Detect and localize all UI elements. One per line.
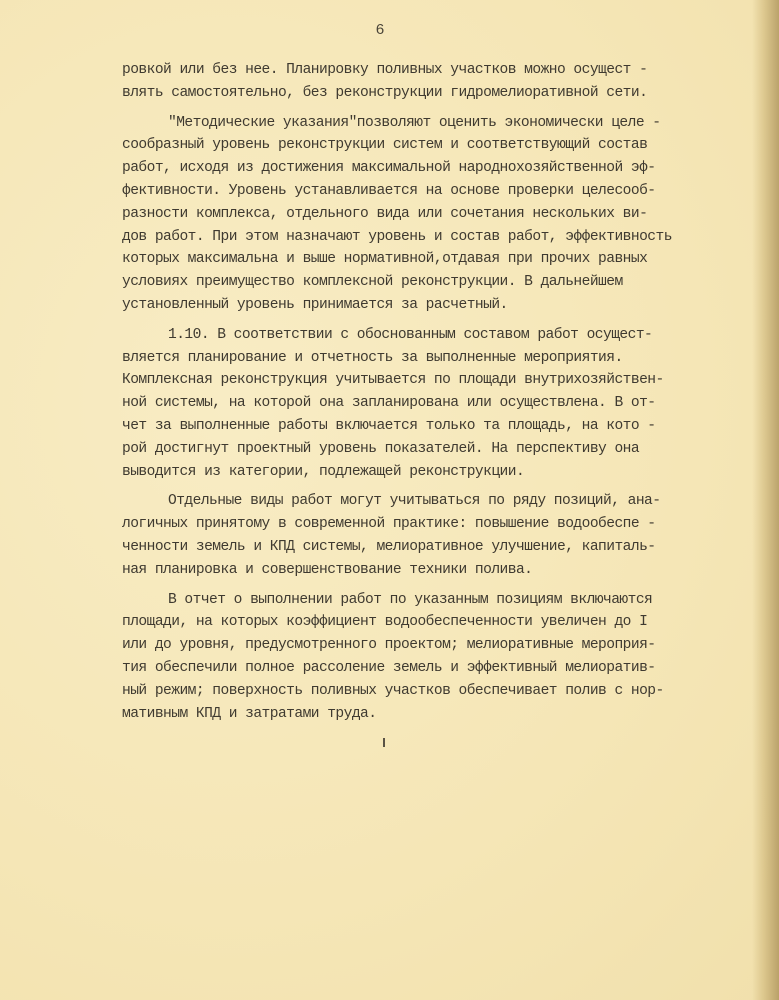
text-line: мативным КПД и затратами труда.: [122, 705, 377, 722]
text-line: ной системы, на которой она запланирована или осуществлена. В от-: [122, 395, 656, 412]
text-line: площади, на которых коэффициент водообеспеченности увеличен до I: [122, 614, 648, 631]
text-line: ченности земель и КПД системы, мелиоративное улучшение, капиталь-: [122, 538, 656, 555]
text-line: ная планировка и совершенствование техники полива.: [122, 561, 533, 578]
text-line: выводится из категории, подлежащей реконструкции.: [122, 463, 525, 480]
text-line: работ, исходя из достижения максимальной народнохозяйственной эф-: [122, 160, 656, 177]
text-line: или до уровня, предусмотренного проектом; мелиоративные мероприя-: [122, 637, 656, 654]
text-line: условиях преимущество комплексной реконструкции. В дальнейшем: [122, 274, 623, 291]
text-line: установленный уровень принимается за расчетный.: [122, 296, 508, 313]
page-number: 6: [375, 22, 385, 39]
text-line: 1.10. В соответствии с обоснованным составом работ осущест-: [168, 326, 653, 343]
paragraph-report-areas: [122, 589, 762, 726]
text-line: которых максимальна и выше нормативной,отдавая при прочих равных: [122, 251, 648, 268]
text-line: ровкой или без нее. Планировку поливных участков можно осущест -: [122, 62, 648, 78]
text-line: логичных принятому в современной практике: повышение водообеспе -: [122, 516, 656, 533]
text-line: фективности. Уровень устанавливается на основе проверки целесооб-: [122, 182, 656, 199]
stray-typewriter-mark: [383, 738, 385, 747]
text-line: Отдельные виды работ могут учитываться по ряду позиций, ана-: [168, 493, 661, 510]
text-line: влять самостоятельно, без реконструкции гидромелиоративной сети.: [122, 84, 648, 101]
text-line: сообразный уровень реконструкции систем и соответствующий состав: [122, 137, 648, 154]
text-line: чет за выполненные работы включается только та площадь, на кото -: [122, 417, 656, 434]
document-body: [122, 59, 762, 725]
text-line: Комплексная реконструкция учитывается по площади внутрихозяйствен-: [122, 372, 664, 389]
text-line: разности комплекса, отдельного вида или сочетания нескольких ви-: [122, 205, 648, 222]
text-line: "Методические указания"позволяют оценить экономически целе -: [168, 114, 661, 131]
text-line: В отчет о выполнении работ по указанным позициям включаются: [168, 591, 653, 608]
text-line: тия обеспечили полное рассоление земель и эффективный мелиоратив-: [122, 659, 656, 676]
text-line: вляется планирование и отчетность за выполненные мероприятия.: [122, 349, 623, 366]
paragraph-methodological-guidelines: [122, 112, 762, 317]
text-line: рой достигнут проектный уровень показателей. На перспективу она: [122, 440, 640, 457]
paragraph-continuation: [122, 59, 762, 105]
text-line: ный режим; поверхность поливных участков обеспечивает полив с нор-: [122, 682, 664, 699]
paragraph-section-1-10: [122, 324, 762, 484]
paragraph-work-types: [122, 490, 762, 581]
text-line: дов работ. При этом назначают уровень и состав работ, эффективность: [122, 228, 672, 245]
